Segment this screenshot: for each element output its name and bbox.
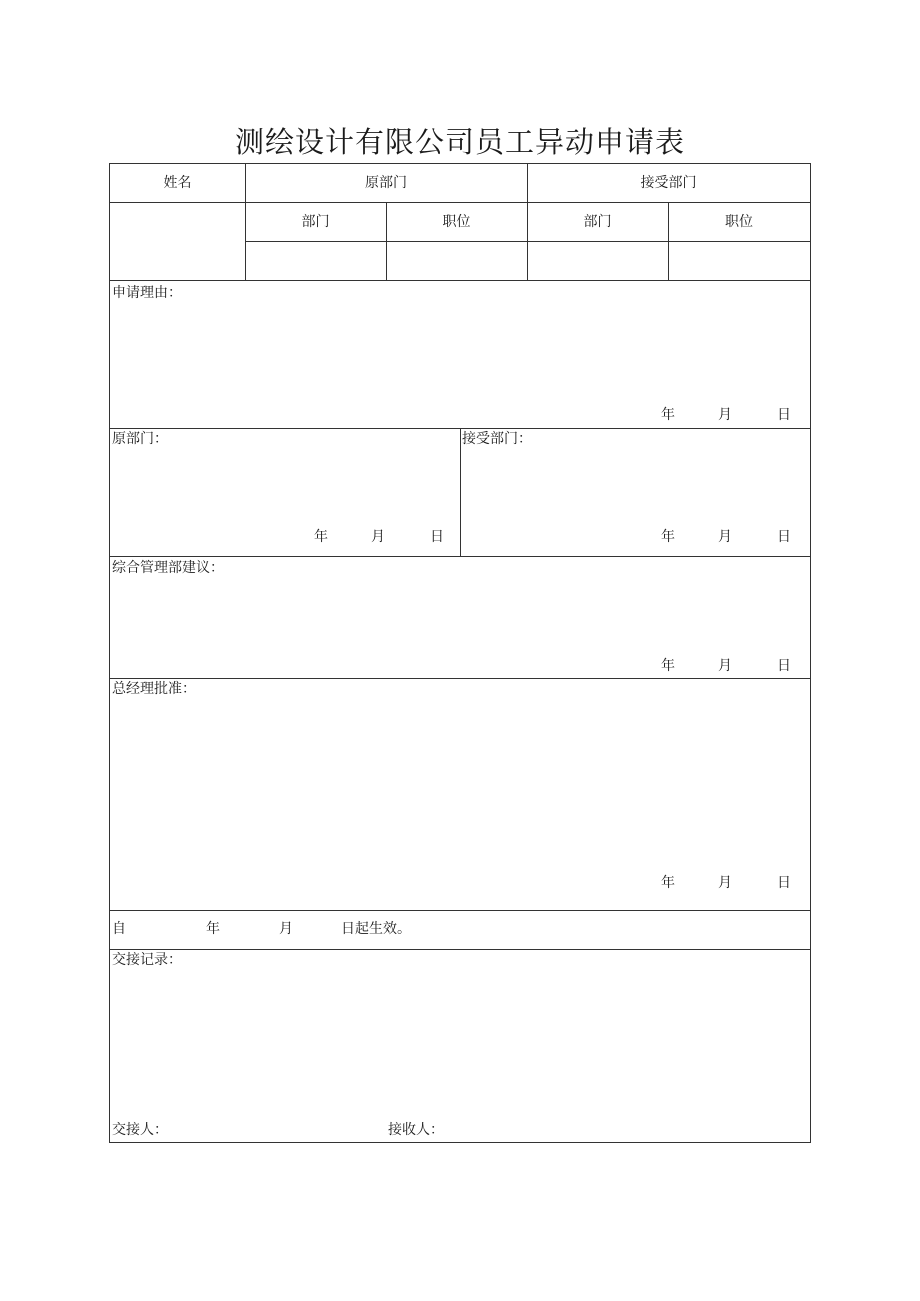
- recv-dept-date-day: 日: [777, 529, 791, 545]
- handover-giver-label: 交接人：: [112, 1122, 168, 1138]
- orig-dept-date-month: 月: [371, 529, 385, 545]
- row-divider: [110, 556, 810, 557]
- recv-position-field[interactable]: [669, 242, 810, 280]
- hr-date-year: 年: [661, 658, 675, 674]
- recv-dept-date-year: 年: [661, 529, 675, 545]
- gm-date-day: 日: [777, 875, 791, 891]
- orig-position-subheader: 职位: [442, 214, 471, 230]
- row-divider: [110, 678, 810, 679]
- orig-dept-date-day: 日: [430, 529, 444, 545]
- effective-from-label: 自: [112, 921, 126, 937]
- orig-dept-subheader: 部门: [301, 214, 330, 230]
- recv-dept-field[interactable]: [528, 242, 668, 280]
- name-field[interactable]: [110, 203, 245, 280]
- handover-receiver-label: 接收人：: [388, 1122, 444, 1138]
- gm-date-month: 月: [718, 875, 732, 891]
- original-department-header: 原部门: [365, 175, 407, 191]
- effective-month-label: 月: [279, 921, 293, 937]
- recv-dept-opinion-label: 接受部门：: [462, 431, 532, 447]
- orig-dept-date-year: 年: [314, 529, 328, 545]
- effective-year-label: 年: [206, 921, 220, 937]
- column-divider: [460, 428, 461, 556]
- receiving-department-header: 接受部门: [640, 175, 697, 191]
- orig-dept-opinion-label: 原部门：: [112, 431, 168, 447]
- orig-dept-field[interactable]: [246, 242, 386, 280]
- reason-label: 申请理由：: [112, 285, 182, 301]
- name-header: 姓名: [163, 175, 192, 191]
- hr-suggestion-label: 综合管理部建议：: [112, 560, 224, 576]
- handover-record-label: 交接记录：: [112, 952, 182, 968]
- reason-date-year: 年: [661, 407, 675, 423]
- gm-approval-label: 总经理批准：: [112, 681, 196, 697]
- recv-position-subheader: 职位: [725, 214, 753, 230]
- recv-dept-subheader: 部门: [583, 214, 612, 230]
- hr-date-month: 月: [718, 658, 732, 674]
- row-divider: [110, 280, 810, 281]
- orig-position-field[interactable]: [387, 242, 527, 280]
- effective-suffix-label: 日起生效。: [341, 921, 411, 937]
- row-divider: [110, 949, 810, 950]
- transfer-application-form: [109, 163, 811, 1143]
- reason-date-month: 月: [718, 407, 732, 423]
- reason-date-day: 日: [777, 407, 791, 423]
- gm-date-year: 年: [661, 875, 675, 891]
- row-divider: [110, 910, 810, 911]
- page-title: 测绘设计有限公司员工异动申请表: [234, 125, 685, 159]
- hr-date-day: 日: [777, 658, 791, 674]
- recv-dept-date-month: 月: [718, 529, 732, 545]
